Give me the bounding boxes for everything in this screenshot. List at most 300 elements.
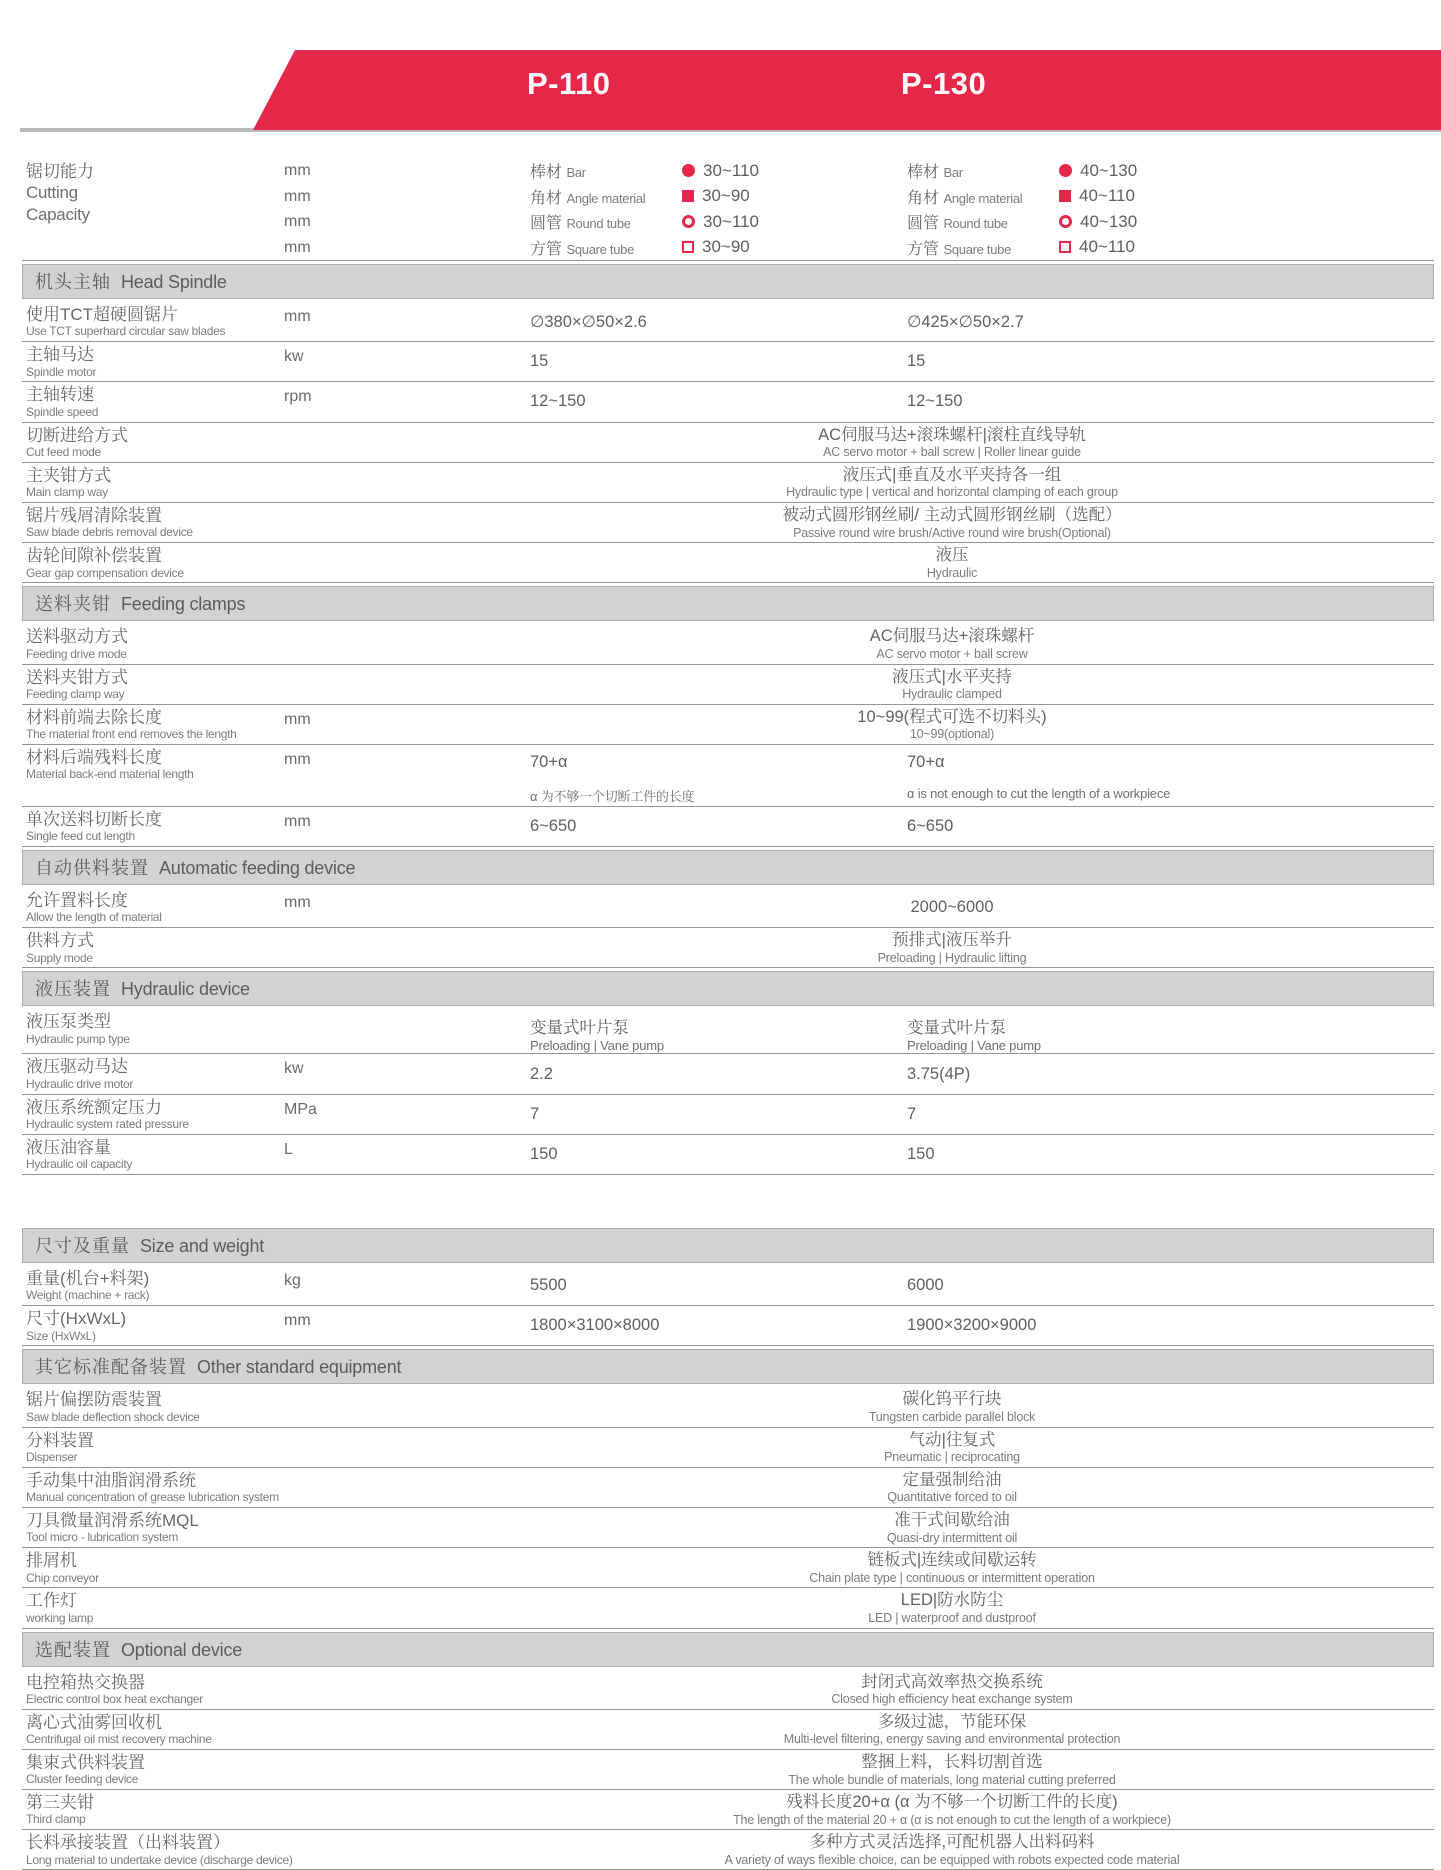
spec-row — [22, 1054, 1434, 1094]
row-label-zh: 液压系统额定压力 — [26, 1097, 162, 1117]
row-label-en: Long material to undertake device (discharge device) — [26, 1852, 293, 1867]
row-label-zh: 分料装置 — [26, 1430, 94, 1450]
section-title-en: Optional device — [121, 1639, 243, 1660]
cutting-label-en-2: Capacity — [26, 205, 90, 225]
row-value-p110 — [370, 1054, 895, 1093]
row-value-p110 — [370, 1135, 895, 1174]
row-value-p130 — [895, 807, 1434, 846]
material-name — [907, 236, 1059, 259]
row-label-zh: 重量(机台+料架) — [26, 1269, 150, 1288]
value-main: 6~650 — [907, 816, 954, 835]
capacity-range: 40~130 — [1080, 160, 1138, 180]
material-name-zh: 方管 — [907, 240, 940, 258]
row-value-p110 — [370, 302, 895, 341]
row-value-p130 — [895, 1135, 1434, 1174]
row-label-en: Use TCT superhard circular saw blades — [26, 324, 226, 339]
row-label — [22, 463, 284, 502]
row-label-zh: 工作灯 — [26, 1591, 77, 1611]
row-label — [22, 342, 284, 381]
spec-row — [22, 665, 1434, 705]
cutting-item — [907, 158, 1434, 184]
row-label-zh: 允许置料长度 — [26, 891, 128, 911]
spec-row — [22, 503, 1434, 543]
row-unit: MPa — [284, 1100, 317, 1118]
material-name-en: Square tube — [943, 241, 1012, 257]
row-label-zh: 离心式油雾回收机 — [26, 1712, 162, 1732]
row-value-p130 — [895, 1306, 1434, 1345]
section-title-en: Size and weight — [140, 1236, 265, 1256]
spec-row — [22, 1468, 1434, 1508]
row-merged-value — [370, 1790, 1434, 1829]
cutting-label — [22, 132, 284, 229]
row-label — [22, 705, 284, 744]
row-merged-value — [370, 1750, 1434, 1789]
merged-value-zh: AC伺服马达+滚珠螺杆|滚柱直线导轨 — [818, 425, 1086, 444]
row-merged-value — [370, 503, 1434, 542]
merged-value-zh: AC伺服马达+滚珠螺杆 — [869, 627, 1035, 646]
value-note: α 为不够一个切断工件的长度 — [530, 788, 695, 804]
row-value-p130 — [895, 342, 1434, 381]
row-label-zh: 材料后端残料长度 — [26, 747, 162, 767]
row-unit — [284, 624, 370, 663]
merged-value-en: Quasi-dry intermittent oil — [886, 1530, 1018, 1545]
spec-row — [22, 1009, 1434, 1054]
row-label — [22, 1095, 284, 1134]
value-note: α is not enough to cut the length of a workpiece — [907, 785, 1171, 801]
row-unit: kw — [284, 1060, 304, 1078]
row-unit: mm — [284, 750, 311, 768]
row-label-zh: 使用TCT超硬圆锯片 — [26, 305, 179, 324]
merged-value-zh: 被动式圆形钢丝刷/ 主动式圆形钢丝刷（选配） — [782, 506, 1122, 525]
row-label — [22, 1266, 284, 1305]
row-merged-value — [370, 1548, 1434, 1587]
spec-row — [22, 807, 1434, 847]
material-name-zh: 方管 — [530, 240, 563, 258]
row-label-zh: 长料承接装置（出料装置） — [26, 1833, 230, 1853]
row-label — [22, 423, 284, 462]
spec-row — [22, 1670, 1434, 1710]
value-main: 12~150 — [907, 392, 963, 411]
row-label-en: Chip conveyor — [26, 1570, 99, 1585]
capacity-range: 40~110 — [1079, 237, 1135, 257]
row-label — [22, 503, 284, 542]
row-label-zh: 第三夹钳 — [26, 1793, 94, 1813]
cutting-label-en-1: Cutting — [26, 183, 78, 203]
value-main: 1800×3100×8000 — [530, 1316, 660, 1335]
merged-value-en: Hydraulic clamped — [902, 687, 1002, 702]
material-name-en: Angle material — [943, 190, 1023, 206]
value-note: Preloading | Vane pump — [907, 1038, 1041, 1054]
spec-row — [22, 1266, 1434, 1306]
merged-value-en: Preloading | Hydraulic lifting — [877, 950, 1027, 965]
merged-value-en: Quantitative forced to oil — [887, 1490, 1017, 1505]
merged-value-en: Chain plate type | continuous or intermittent operation — [809, 1570, 1095, 1585]
row-label — [22, 382, 284, 421]
merged-value-zh: 液压式|水平夹持 — [892, 667, 1012, 686]
table-gap — [22, 1175, 1434, 1225]
row-label-en: Gear gap compensation device — [26, 565, 184, 580]
merged-value-zh: 定量强制给油 — [902, 1470, 1002, 1489]
row-merged-value — [370, 665, 1434, 704]
merged-value-en: AC servo motor + ball screw | Roller linear guide — [823, 445, 1081, 460]
row-label-zh: 供料方式 — [26, 931, 94, 951]
cutting-item — [530, 184, 895, 210]
row-unit — [284, 1548, 370, 1587]
spec-table — [22, 132, 1434, 1870]
merged-value-zh: 液压 — [935, 546, 969, 565]
circle-hollow-icon — [682, 215, 695, 228]
value-main: 7 — [530, 1104, 540, 1123]
capacity-range: 30~90 — [702, 237, 750, 257]
cutting-capacity-row — [22, 132, 1434, 261]
value-main: 150 — [530, 1144, 558, 1163]
row-unit: rpm — [284, 388, 312, 406]
spec-row — [22, 342, 1434, 382]
merged-value-zh: 预排式|液压举升 — [892, 931, 1012, 950]
row-label-zh: 刀具微量润滑系统MQL — [26, 1510, 199, 1530]
row-merged-value — [370, 423, 1434, 462]
cutting-unit: mm — [284, 187, 311, 205]
material-name-zh: 棒材 — [530, 164, 563, 182]
cutting-item — [907, 184, 1434, 210]
material-name — [907, 185, 1059, 208]
value-main: 15 — [907, 352, 926, 371]
spec-row — [22, 1548, 1434, 1588]
row-label — [22, 888, 284, 927]
row-label-en: Saw blade debris removal device — [26, 525, 193, 540]
row-unit — [284, 1468, 370, 1507]
section-header — [22, 1349, 1434, 1384]
row-label — [22, 1830, 293, 1869]
row-label-zh: 齿轮间隙补偿装置 — [26, 546, 162, 566]
row-label-zh: 排屑机 — [26, 1551, 77, 1571]
value-main: 70+α — [530, 752, 568, 771]
row-unit — [284, 503, 370, 542]
value-main: ∅425×∅50×2.7 — [907, 312, 1024, 331]
row-label-en: Feeding clamp way — [26, 686, 125, 701]
cutting-item — [530, 158, 895, 184]
row-label-en: Tool micro - lubrication system — [26, 1530, 179, 1545]
row-value-p110 — [370, 1009, 895, 1053]
row-unit: kg — [284, 1272, 301, 1289]
row-label-en: Allow the length of material — [26, 910, 162, 925]
row-label-zh: 锯片偏摆防震装置 — [26, 1390, 162, 1410]
spec-rows — [22, 264, 1434, 1870]
section-header — [22, 1228, 1434, 1263]
row-unit — [284, 665, 370, 704]
row-label-zh: 液压泵类型 — [26, 1012, 111, 1032]
value-main: 150 — [907, 1144, 935, 1163]
row-unit — [284, 1830, 370, 1869]
row-unit — [284, 1508, 370, 1547]
merged-value-en: Passive round wire brush/Active round wire brush(Optional) — [793, 525, 1111, 540]
merged-value-en: AC servo motor + ball screw — [876, 647, 1028, 662]
section-header — [22, 586, 1434, 621]
row-value-p130 — [895, 1009, 1434, 1053]
material-name — [907, 159, 1059, 182]
row-label-en: Material back-end material length — [26, 767, 194, 782]
merged-value-en: 10~99(optional) — [909, 727, 995, 742]
circle-hollow-icon — [1059, 215, 1072, 228]
merged-value-en: A variety of ways flexible choice, can be equipped with robots expected code material — [724, 1852, 1180, 1867]
row-label-zh: 集束式供料装置 — [26, 1752, 145, 1772]
row-label — [22, 1009, 284, 1053]
row-unit — [284, 1009, 370, 1053]
material-name-en: Round tube — [566, 216, 631, 232]
cutting-unit: mm — [284, 238, 311, 256]
row-label — [22, 745, 284, 806]
row-merged-value — [370, 928, 1434, 967]
row-merged-value — [370, 888, 1434, 927]
circle-filled-icon — [682, 164, 695, 177]
value-main: 变量式叶片泵 — [907, 1019, 1006, 1038]
section-title-zh: 自动供料装置 — [35, 858, 149, 879]
cutting-values-p130 — [895, 132, 1434, 260]
row-unit — [284, 1790, 370, 1829]
square-filled-icon — [682, 190, 694, 202]
material-name-en: Angle material — [566, 190, 646, 206]
section-title-zh: 液压装置 — [35, 979, 111, 1000]
row-merged-value — [370, 1468, 1434, 1507]
section-header — [22, 850, 1434, 885]
value-main: 15 — [530, 352, 549, 371]
spec-row — [22, 1588, 1434, 1628]
row-label-zh: 切断进给方式 — [26, 425, 128, 445]
row-label — [22, 624, 284, 663]
row-label-zh: 送料驱动方式 — [26, 627, 128, 647]
row-label-en: Spindle speed — [26, 404, 99, 419]
spec-row — [22, 423, 1434, 463]
spec-row — [22, 624, 1434, 664]
merged-value-zh: 多级过滤，节能环保 — [877, 1712, 1027, 1731]
row-unit — [284, 1750, 370, 1789]
row-label-en: Hydraulic system rated pressure — [26, 1117, 189, 1132]
row-label-zh: 液压油容量 — [26, 1137, 111, 1157]
cutting-unit: mm — [284, 162, 311, 179]
row-merged-value — [370, 624, 1434, 663]
spec-row — [22, 745, 1434, 807]
row-unit — [284, 928, 370, 967]
section-title-en: Hydraulic device — [121, 979, 250, 1000]
row-merged-value — [370, 463, 1434, 502]
cutting-item — [530, 209, 895, 235]
section-title-en: Other standard equipment — [197, 1357, 402, 1378]
row-unit — [284, 1588, 370, 1627]
value-main: 1900×3200×9000 — [907, 1316, 1037, 1335]
row-label-en: The material front end removes the length — [26, 727, 237, 742]
merged-value-en: Hydraulic type | vertical and horizontal clamping of each group — [786, 485, 1118, 500]
row-label-zh: 送料夹钳方式 — [26, 667, 128, 687]
row-label-zh: 主轴马达 — [26, 345, 94, 365]
merged-value-en: Closed high efficiency heat exchange system — [831, 1692, 1073, 1707]
material-name-en: Bar — [943, 165, 963, 181]
row-value-p130 — [895, 1054, 1434, 1093]
row-merged-value — [370, 1588, 1434, 1627]
material-name — [530, 236, 682, 259]
row-label-en: Hydraulic drive motor — [26, 1076, 134, 1091]
row-label — [22, 1468, 284, 1507]
value-main: 变量式叶片泵 — [530, 1019, 629, 1038]
material-name-zh: 圆管 — [907, 215, 940, 233]
merged-value-en: Tungsten carbide parallel block — [868, 1410, 1036, 1425]
row-label-en: working lamp — [26, 1610, 94, 1625]
row-label-en: Feeding drive mode — [26, 646, 127, 661]
spec-row — [22, 928, 1434, 968]
model-header-p130: P-130 — [901, 66, 987, 101]
row-merged-value — [370, 1508, 1434, 1547]
capacity-range: 30~110 — [703, 211, 759, 231]
cutting-item — [907, 235, 1434, 261]
row-label — [22, 1508, 284, 1547]
row-unit: L — [284, 1140, 293, 1158]
row-value-p130 — [895, 382, 1434, 421]
row-label-zh: 锯片残屑清除装置 — [26, 505, 162, 525]
row-unit: mm — [284, 812, 311, 830]
row-label — [22, 1588, 284, 1627]
merged-value-en: LED | waterproof and dustproof — [868, 1611, 1036, 1626]
spec-row — [22, 888, 1434, 928]
material-name — [907, 210, 1059, 233]
spec-row — [22, 1306, 1434, 1346]
spec-row — [22, 1095, 1434, 1135]
row-value-p130 — [895, 1095, 1434, 1134]
value-main: 2.2 — [530, 1064, 553, 1083]
row-unit: mm — [284, 308, 311, 325]
cutting-units — [284, 132, 370, 260]
row-unit — [284, 423, 370, 462]
spec-row — [22, 463, 1434, 503]
row-merged-value — [370, 705, 1434, 744]
row-label-en: Main clamp way — [26, 485, 108, 500]
row-merged-value — [370, 1710, 1434, 1749]
row-label-en: Dispenser — [26, 1449, 78, 1464]
row-label-en: Single feed cut length — [26, 829, 135, 844]
value-main: 3.75(4P) — [907, 1064, 971, 1083]
row-label — [22, 302, 284, 341]
row-value-p130 — [895, 1266, 1434, 1305]
spec-row — [22, 1830, 1434, 1870]
spec-row — [22, 302, 1434, 342]
row-label — [22, 543, 284, 582]
section-header — [22, 971, 1434, 1006]
row-label-en: Saw blade deflection shock device — [26, 1409, 200, 1424]
merged-value-zh: 10~99(程式可选不切料头) — [857, 707, 1047, 726]
row-unit — [284, 1428, 370, 1467]
spec-row — [22, 1508, 1434, 1548]
spec-row — [22, 1790, 1434, 1830]
spec-row — [22, 1750, 1434, 1790]
material-name — [530, 159, 682, 182]
section-title-zh: 送料夹钳 — [35, 594, 111, 615]
row-label-zh: 主夹钳方式 — [26, 465, 111, 485]
value-note: Preloading | Vane pump — [530, 1038, 664, 1054]
row-label — [22, 1054, 284, 1093]
row-value-p110 — [370, 1266, 895, 1305]
capacity-range: 30~90 — [702, 186, 750, 206]
row-label-zh: 单次送料切断长度 — [26, 809, 162, 829]
material-name-en: Square tube — [566, 241, 635, 257]
row-label — [22, 1790, 284, 1829]
row-label-en: Supply mode — [26, 950, 93, 965]
merged-value-zh: 多种方式灵活选择,可配机器人出料码料 — [809, 1833, 1095, 1852]
cutting-item — [907, 209, 1434, 235]
value-main: 7 — [907, 1104, 917, 1123]
row-unit — [284, 1387, 370, 1426]
row-label — [22, 1387, 284, 1426]
row-unit: mm — [284, 710, 311, 728]
banner-ribbon — [253, 50, 1441, 130]
merged-value-zh: 碳化钨平行块 — [902, 1390, 1002, 1409]
material-name — [530, 185, 682, 208]
section-title-en: Head Spindle — [121, 272, 227, 292]
value-main: 70+α — [907, 752, 945, 771]
material-name-zh: 角材 — [907, 189, 940, 207]
row-value-p110 — [370, 807, 895, 846]
row-label-zh: 主轴转速 — [26, 385, 94, 405]
row-label-en: Size (HxWxL) — [26, 1328, 96, 1343]
circle-filled-icon — [1059, 164, 1072, 177]
merged-value-zh: 2000~6000 — [910, 898, 994, 917]
row-value-p130 — [895, 302, 1434, 341]
spec-row — [22, 1710, 1434, 1750]
row-merged-value — [370, 1830, 1434, 1869]
model-header-p110: P-110 — [527, 66, 611, 101]
row-label-zh: 手动集中油脂润滑系统 — [26, 1470, 196, 1490]
row-merged-value — [370, 1670, 1434, 1709]
square-hollow-icon — [1059, 241, 1071, 253]
row-label — [22, 1670, 284, 1709]
merged-value-en: Hydraulic — [926, 565, 978, 580]
section-title-en: Automatic feeding device — [159, 858, 356, 879]
value-main: 6~650 — [530, 816, 577, 835]
row-value-p110 — [370, 342, 895, 381]
merged-value-zh: 整捆上料，长料切割首选 — [861, 1752, 1043, 1771]
cutting-label-zh: 锯切能力 — [26, 162, 94, 181]
value-main: 5500 — [530, 1276, 567, 1295]
cutting-item — [530, 235, 895, 261]
row-label-en: Spindle motor — [26, 364, 97, 379]
row-unit: kw — [284, 348, 304, 366]
spec-row — [22, 705, 1434, 745]
row-unit: mm — [284, 1312, 311, 1330]
row-merged-value — [370, 1428, 1434, 1467]
spec-row — [22, 543, 1434, 583]
row-label-en: Third clamp — [26, 1812, 86, 1827]
row-label-en: Hydraulic pump type — [26, 1031, 130, 1046]
row-label — [22, 928, 284, 967]
spec-row — [22, 1135, 1434, 1175]
spec-row — [22, 1387, 1434, 1427]
row-value-p110 — [370, 1306, 895, 1345]
row-value-p110 — [370, 1095, 895, 1134]
row-label — [22, 807, 284, 846]
material-name-zh: 棒材 — [907, 164, 940, 182]
row-label — [22, 1135, 284, 1174]
merged-value-zh: 准干式间歇给油 — [894, 1511, 1010, 1530]
row-label-zh: 尺寸(HxWxL) — [26, 1309, 127, 1329]
material-name-zh: 角材 — [530, 189, 563, 207]
merged-value-zh: 残料长度20+α (α 为不够一个切断工件的长度) — [786, 1793, 1118, 1812]
merged-value-en: The length of the material 20 + α (α is not enough to cut the length of a workpiece) — [733, 1812, 1171, 1827]
material-name-en: Round tube — [943, 216, 1008, 232]
capacity-range: 30~110 — [703, 160, 759, 180]
square-filled-icon — [1059, 190, 1071, 202]
row-label-en: Cut feed mode — [26, 444, 101, 459]
cutting-values-p110 — [370, 132, 895, 260]
row-unit — [284, 1670, 370, 1709]
merged-value-en: The whole bundle of materials, long material cutting preferred — [788, 1772, 1116, 1787]
value-main: 6000 — [907, 1276, 944, 1295]
